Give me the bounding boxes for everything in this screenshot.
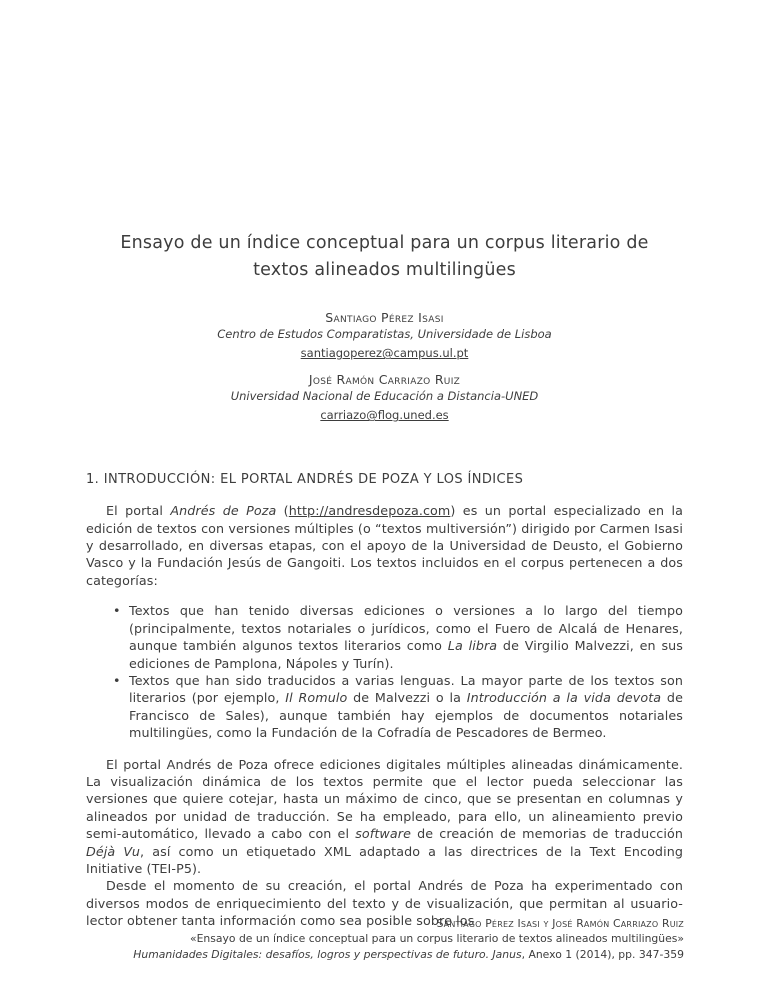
page-footer (133, 916, 684, 963)
text-run: de creación de memorias de traducción (411, 826, 683, 842)
paragraph-alignment (86, 756, 683, 878)
text-run: Humanidades Digitales: desafíos, logros y perspectivas de futuro. Janus (133, 947, 522, 961)
text-run: , Anexo 1 (2014), pp. 347-359 (521, 947, 684, 961)
author-name: Santiago Pérez Isasi (325, 310, 444, 326)
text-run: Desde el momento de su creación, el portal Andrés de Poza ha experimentado con diversos modos de enriquecimiento del texto y de visualización, que permitan al usuario-lector obtener tanta información como sea posible sobre los (86, 878, 683, 929)
text-run: de Francisco de Sales), aunque también hay ejemplos de documentos notariales multilingües, como la Fundación de la Cofradía de Pescadores de Bermeo. (129, 690, 683, 741)
text-run: , así como un etiquetado XML adaptado a las directrices de la Text Encoding Initiative (TEI-P5). (86, 843, 684, 876)
inline-link[interactable]: http://andresdepoza.com (288, 503, 451, 519)
author-affiliation: Centro de Estudos Comparatistas, Universidade de Lisboa (217, 327, 552, 342)
author-email-link[interactable]: santiagoperez@campus.ul.pt (300, 346, 469, 361)
bullet-item (113, 602, 683, 672)
paper-title: Ensayo de un índice conceptual para un corpus literario de textos alineados multilingües (120, 233, 649, 281)
text-run: Textos que han sido traducidos a varias lenguas. La mayor parte de los textos son literarios (por ejemplo, (129, 672, 683, 706)
text-run: software (355, 826, 411, 842)
author-email-link[interactable]: carriazo@flog.uned.es (320, 408, 449, 423)
footer-source (133, 947, 684, 963)
author-block (86, 310, 683, 361)
footer-authors: Santiago Pérez Isasi y José Ramón Carriazo Ruiz (436, 916, 684, 930)
text-run: Andrés de Poza (170, 503, 277, 519)
author-affiliation: Universidad Nacional de Educación a Distancia-UNED (230, 389, 539, 404)
text-run: de Malvezzi o la (347, 690, 467, 706)
bullet-item (113, 672, 683, 742)
category-bullet-list (113, 602, 683, 741)
paper-body (86, 502, 683, 929)
text-run: Textos que han tenido diversas ediciones o versiones a lo largo del tiempo (principalmente, textos notariales o jurídicos, como el Fuero de Alcalá de Henares, aunque también algunos textos literarios como (129, 603, 683, 654)
author-block (86, 372, 683, 423)
section-heading: 1. INTRODUCCIÓN: EL PORTAL ANDRÉS DE POZA Y LOS ÍNDICES (86, 472, 524, 488)
text-run: ) es un portal especializado en la edición de textos con versiones múltiples (o “textos multiversión”) dirigido por Carmen Isasi y desarrollado, en diversas etapas, con el apoyo de la Universidad de Deusto, el Gobierno Vasco y la Fundación Jesús de Gangoiti. Los textos incluidos en el corpus pertenecen a dos categorías: (86, 503, 683, 588)
text-run: Introducción a la vida devota (466, 690, 662, 706)
author-name: José Ramón Carriazo Ruiz (308, 372, 461, 388)
footer-citation: «Ensayo de un índice conceptual para un corpus literario de textos alineados multilingües» (190, 932, 684, 945)
text-run: de Virgilio Malvezzi, en sus ediciones de Pamplona, Nápoles y Turín). (129, 638, 684, 671)
text-run: Il Romulo (285, 690, 348, 706)
authors-block (86, 310, 683, 423)
paragraph-intro (86, 502, 683, 589)
text-run: La libra (447, 638, 498, 654)
text-run: El portal Andrés de Poza ofrece ediciones digitales múltiples alineadas dinámicamente. La visualización dinámica de los textos permite que el lector pueda seleccionar las versiones que quiere cotejar, hasta un máximo de cinco, que se presentan en columnas y alineados por unidad de traducción. Se ha empleado, para ello, un alineamiento previo semi-automático, llevado a cabo con el (86, 756, 683, 842)
text-run: Déjà Vu (86, 843, 141, 859)
text-run: ( (276, 503, 289, 519)
text-run: El portal (106, 503, 171, 519)
